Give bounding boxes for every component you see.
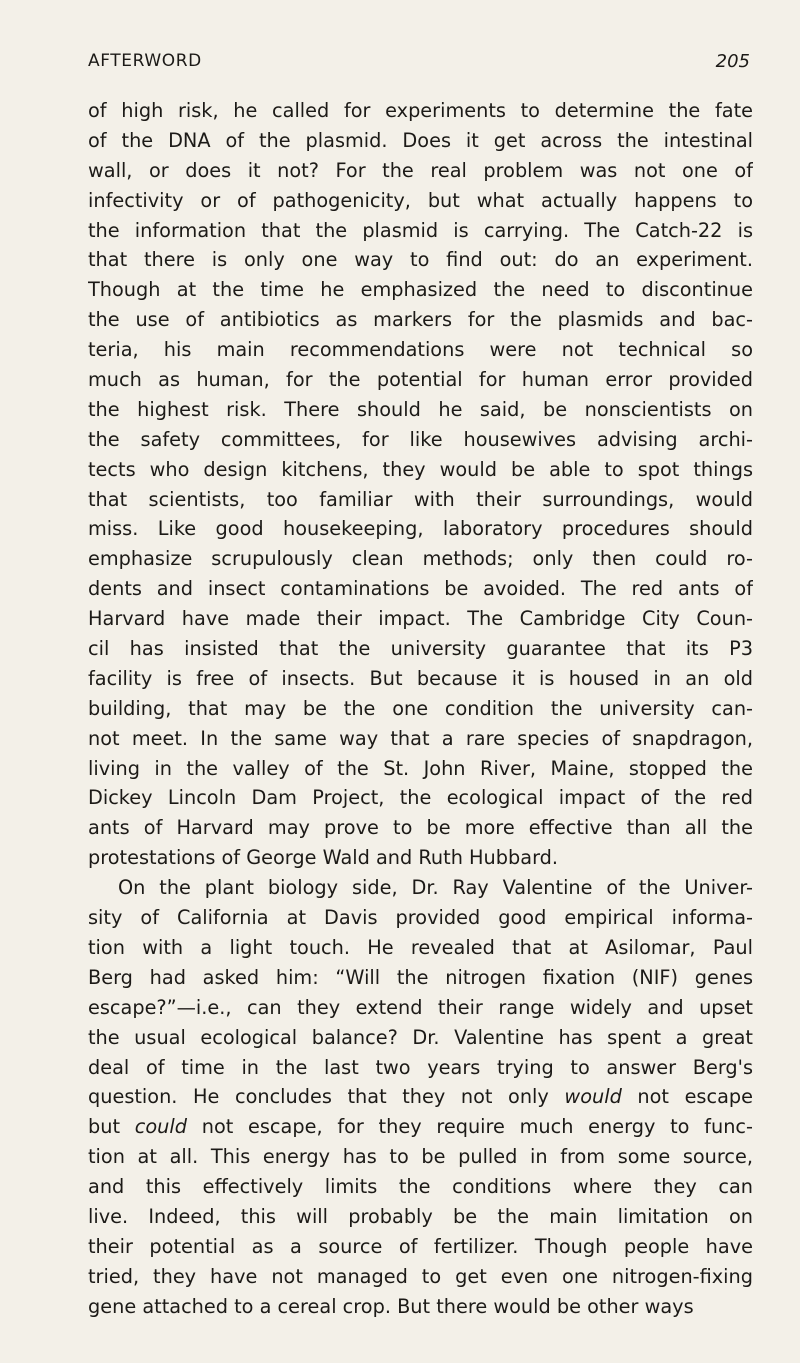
text-line: and this effectively limits the conditions where they can bbox=[88, 1175, 753, 1199]
text-line: dents and insect contaminations be avoided. The red ants of bbox=[88, 577, 753, 601]
text-line: Though at the time he emphasized the need to discontinue bbox=[88, 278, 753, 302]
text-segment: but bbox=[88, 1115, 121, 1139]
text-line: that there is only one way to find out: do an experiment. bbox=[88, 248, 753, 272]
text-line: tects who design kitchens, they would be able to spot things bbox=[88, 457, 753, 481]
text-line-mixed bbox=[88, 1112, 753, 1142]
body-text bbox=[88, 96, 753, 1322]
text-line: much as human, for the potential for human error provided bbox=[88, 368, 753, 392]
text-line: living in the valley of the St. John River, Maine, stopped the bbox=[88, 756, 753, 780]
text-line: cil has insisted that the university guarantee that its P3 bbox=[88, 637, 753, 661]
text-segment: question. He concludes that they not only bbox=[88, 1085, 549, 1109]
text-line: On the plant biology side, Dr. Ray Valentine of the Univer- bbox=[118, 876, 753, 900]
text-line: ants of Harvard may prove to be more effective than all the bbox=[88, 816, 753, 840]
text-line: protestations of George Wald and Ruth Hubbard. bbox=[88, 846, 559, 870]
text-line: sity of California at Davis provided good empirical informa- bbox=[88, 906, 753, 930]
text-line: escape?”—i.e., can they extend their range widely and upset bbox=[88, 995, 753, 1019]
text-line: teria, his main recommendations were not technical so bbox=[88, 338, 753, 362]
italic-word: could bbox=[134, 1115, 187, 1139]
italic-word: would bbox=[564, 1085, 622, 1109]
text-line: infectivity or of pathogenicity, but what actually happens to bbox=[88, 188, 753, 212]
text-line: wall, or does it not? For the real problem was not one of bbox=[88, 158, 753, 182]
text-line: Harvard have made their impact. The Cambridge City Coun- bbox=[88, 607, 753, 631]
page-number: 205 bbox=[715, 51, 750, 72]
text-line: live. Indeed, this will probably be the main limitation on bbox=[88, 1204, 753, 1228]
text-line: the safety committees, for like housewives advising archi- bbox=[88, 427, 753, 451]
text-segment: not escape bbox=[637, 1085, 753, 1109]
text-line: of the DNA of the plasmid. Does it get across the intestinal bbox=[88, 128, 753, 152]
chapter-title: AFTERWORD bbox=[88, 51, 202, 71]
text-line: their potential as a source of fertilizer. Though people have bbox=[88, 1234, 753, 1258]
text-line: tried, they have not managed to get even one nitrogen-fixing bbox=[88, 1264, 753, 1288]
text-line: the highest risk. There should he said, be nonscientists on bbox=[88, 397, 753, 421]
text-line: emphasize scrupulously clean methods; only then could ro- bbox=[88, 547, 753, 571]
text-line: deal of time in the last two years trying to answer Berg's bbox=[88, 1055, 753, 1079]
text-line: that scientists, too familiar with their surroundings, would bbox=[88, 487, 753, 511]
text-line: facility is free of insects. But because it is housed in an old bbox=[88, 666, 753, 690]
text-line: Berg had asked him: “Will the nitrogen fixation (NIF) genes bbox=[88, 965, 753, 989]
text-line-mixed bbox=[88, 1082, 753, 1112]
text-line: building, that may be the one condition the university can- bbox=[88, 696, 753, 720]
text-line: not meet. In the same way that a rare species of snapdragon, bbox=[88, 726, 753, 750]
text-line: the usual ecological balance? Dr. Valentine has spent a great bbox=[88, 1025, 753, 1049]
text-segment: not escape, for they require much energy to func- bbox=[201, 1115, 753, 1139]
text-line: the use of antibiotics as markers for the plasmids and bac- bbox=[88, 308, 753, 332]
text-line: tion with a light touch. He revealed that at Asilomar, Paul bbox=[88, 935, 753, 959]
text-line: miss. Like good housekeeping, laboratory procedures should bbox=[88, 517, 753, 541]
running-head bbox=[88, 51, 750, 75]
text-line: Dickey Lincoln Dam Project, the ecological impact of the red bbox=[88, 786, 753, 810]
text-line: gene attached to a cereal crop. But there would be other ways bbox=[88, 1294, 694, 1318]
text-line: tion at all. This energy has to be pulled in from some source, bbox=[88, 1145, 753, 1169]
text-line: the information that the plasmid is carrying. The Catch-22 is bbox=[88, 218, 753, 242]
text-line: of high risk, he called for experiments to determine the fate bbox=[88, 99, 753, 122]
